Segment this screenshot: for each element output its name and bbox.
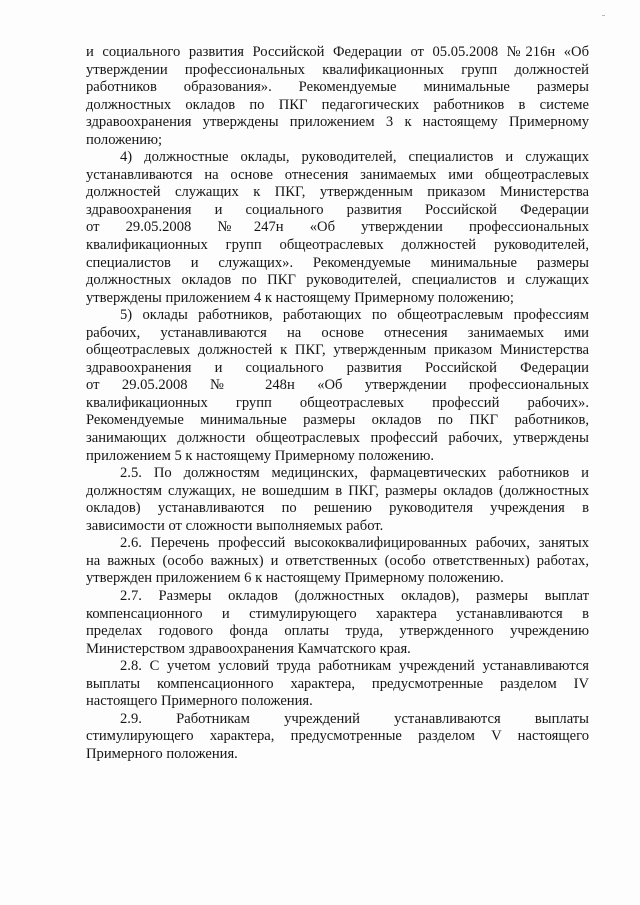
text-line: работников образования». Рекомендуемые минимальные размеры <box>86 79 589 96</box>
text-line: 2.8. С учетом условий труда работникам учреждений устанавливаются <box>120 658 589 675</box>
text-line: должностям служащих, не вошедшим в ПКГ, размеры окладов (должностных <box>86 482 589 499</box>
text-line: квалификационных групп общеотраслевых должностей руководителей, <box>86 237 589 254</box>
text-line: выплаты компенсационного характера, предусмотренные разделом IV <box>86 675 589 692</box>
text-line: устанавливаются на основе отнесения занимаемых ими общеотраслевых <box>86 166 589 183</box>
text-line: 2.5. По должностям медицинских, фармацевтических работников и <box>120 465 589 482</box>
paragraph-2-8 <box>86 658 589 711</box>
text-line: здравоохранения и социального развития Российской Федерации <box>86 201 589 218</box>
text-line: стимулирующего характера, предусмотренные разделом V настоящего <box>86 728 589 745</box>
text-line: от 29.05.2008 № 248н «Об утверждении профессиональных <box>86 377 589 394</box>
text-line: Примерного положения. <box>86 745 238 762</box>
text-line: квалификационных групп общеотраслевых профессий рабочих». <box>86 394 589 411</box>
text-line: утверждении профессиональных квалификационных групп должностей <box>86 61 589 78</box>
text-line: пределах годового фонда оплаты труда, утвержденного учреждению <box>86 623 589 640</box>
text-line: и социального развития Российской Федерации от 05.05.2008 №216н «Об <box>86 44 589 60</box>
paragraph-item-4 <box>86 149 589 307</box>
text-line: 2.7. Размеры окладов (должностных окладов), размеры выплат <box>120 587 589 604</box>
text-line: общеотраслевых должностей к ПКГ, утвержденным приказом Министерства <box>86 342 589 359</box>
text-line: должностных окладов по ПКГ руководителей, специалистов и служащих <box>86 272 589 289</box>
text-line: рабочих, устанавливаются на основе отнесения занимаемых ими <box>86 324 589 341</box>
paragraph-2-9 <box>86 711 589 764</box>
text-line: 4) должностные оклады, руководителей, специалистов и служащих <box>120 149 589 166</box>
text-line: занимающих должности общеотраслевых профессий рабочих, утверждены <box>86 430 589 447</box>
text-line: 2.6. Перечень профессий высококвалифицированных рабочих, занятых <box>120 535 589 552</box>
text-line: положению; <box>86 131 163 148</box>
text-line: здравоохранения и социального развития Российской Федерации <box>86 359 589 376</box>
paragraph-2-7 <box>86 588 589 658</box>
text-line: от 29.05.2008 №247н «Об утверждении профессиональных <box>86 219 589 236</box>
text-line: специалистов и служащих». Рекомендуемые минимальные размеры <box>86 254 589 271</box>
text-line: зависимости от сложности выполняемых работ. <box>86 517 384 534</box>
text-line: должностных окладов по ПКГ педагогических работников в системе <box>86 96 589 113</box>
text-line: 2.9. Работникам учреждений устанавливаются выплаты <box>120 710 589 727</box>
paragraph-2-6 <box>86 535 589 588</box>
document-body <box>86 44 589 763</box>
text-line: Рекомендуемые минимальные размеры окладов по ПКГ работников, <box>86 412 589 429</box>
text-line: настоящего Примерного положения. <box>86 693 313 710</box>
text-line: утвержден приложением 6 к настоящему Примерному положению. <box>86 570 504 587</box>
text-line: Министерством здравоохранения Камчатского края. <box>86 640 411 657</box>
text-line: на важных (особо важных) и ответственных (особо ответственных) работах, <box>86 552 589 569</box>
text-line: утверждены приложением 4 к настоящему Примерному положению; <box>86 289 514 306</box>
paragraph-item-5 <box>86 307 589 465</box>
scan-artifact <box>602 15 605 16</box>
text-line: компенсационного и стимулирующего характера устанавливаются в <box>86 605 589 622</box>
text-line: 5) оклады работников, работающих по общеотраслевым профессиям <box>120 307 589 324</box>
text-line: должностей служащих к ПКГ, утвержденным приказом Министерства <box>86 184 589 201</box>
paragraph-2-5 <box>86 465 589 535</box>
text-line: приложением 5 к настоящему Примерному положению. <box>86 447 435 464</box>
paragraph-continuation <box>86 44 589 149</box>
text-line: окладов) устанавливаются по решению руководителя учреждения в <box>86 500 589 517</box>
text-line: здравоохранения утверждены приложением 3 к настоящему Примерному <box>86 114 589 131</box>
